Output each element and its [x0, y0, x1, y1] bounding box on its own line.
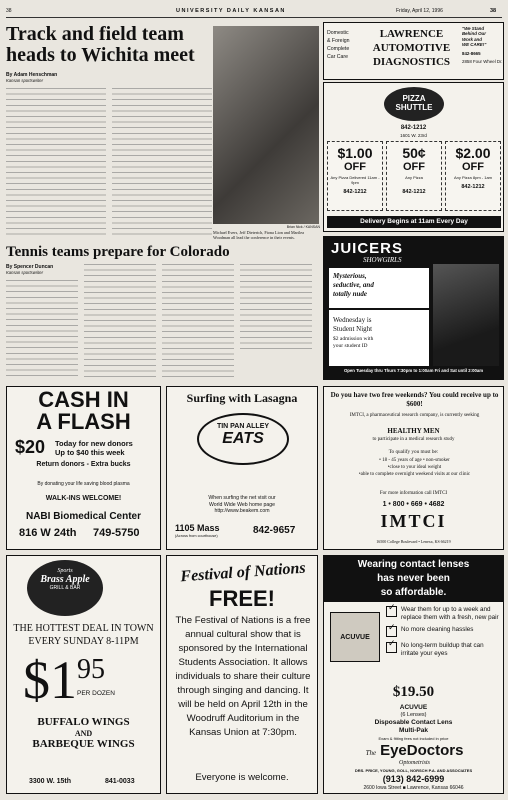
- ad-juicers: [323, 236, 504, 380]
- eye-bullet-text: No long-term buildup that can irritate your eyes: [401, 642, 484, 657]
- coupon-price: $2.00: [455, 145, 491, 161]
- article-body-column: [84, 262, 156, 380]
- auto-slogan-line: Behind Our: [462, 31, 486, 37]
- eye-bullet: [386, 606, 500, 621]
- ad-pizza-shuttle: [323, 82, 504, 232]
- ad-sports-brass-apple: [6, 555, 161, 794]
- pizza-coupon[interactable]: [386, 141, 442, 211]
- issue-date: Friday, April 12, 1996: [396, 8, 443, 14]
- pizza-logo-line: PIZZA: [402, 94, 426, 103]
- auto-slogan-line: WE CARE!": [462, 42, 487, 48]
- lasagna-phone: 842-9657: [253, 525, 296, 536]
- brass-apple-logo-line: Sports: [57, 568, 73, 574]
- article-tennis-headline: Tennis teams prepare for Colorado: [6, 244, 230, 260]
- coupon-unit: OFF: [344, 161, 366, 173]
- pizza-logo-line: SHUTTLE: [395, 103, 433, 112]
- eye-headline-line: has never been: [377, 573, 450, 584]
- eye-price: $19.50: [392, 684, 435, 700]
- juicers-tagline-line: seductive, and: [333, 281, 374, 289]
- pizza-shuttle-logo: [384, 87, 444, 121]
- coupon-price: $1.00: [337, 145, 373, 161]
- lasagna-url[interactable]: http://www.beakem.com: [214, 508, 270, 514]
- track-team-photo: [213, 26, 319, 224]
- coupon-desc: Any Pizza 8pm - 1am: [453, 175, 492, 180]
- pizza-delivery-banner: Delivery Begins at 11am Every Day: [327, 216, 501, 228]
- juicers-dancer-image: [433, 264, 499, 366]
- festival-free: FREE!: [209, 586, 275, 611]
- article-byline: By Spencer Duncan: [6, 264, 54, 270]
- juicers-tagline-line: totally nude: [333, 290, 368, 298]
- lasagna-logo-line: EATS: [222, 430, 264, 447]
- sports-item-line: AND: [74, 729, 93, 738]
- article-byline: By Adam Henschman: [6, 72, 58, 78]
- article-body-column: [112, 86, 212, 236]
- article-byline-role: Kansan sportswriter: [6, 78, 44, 83]
- coupon-phone: 842-1212: [461, 184, 485, 190]
- article-byline-role: Kansan sportswriter: [6, 270, 44, 275]
- eye-product-line: Multi-Pak: [399, 726, 428, 734]
- cash-offer-line: Today for new donors: [55, 439, 133, 448]
- sports-headline-line: EVERY SUNDAY 8-11PM: [28, 636, 139, 647]
- sports-item-line: BARBEQUE WINGS: [32, 738, 135, 750]
- imtci-purpose: to participate in a medical research study: [372, 437, 455, 442]
- auto-name-line: LAWRENCE: [379, 28, 444, 40]
- imtci-question: Do you have two free weekends? You could receive up to $600!: [330, 391, 499, 408]
- cash-phone: 749-5750: [93, 527, 140, 539]
- article-body-column: [6, 86, 106, 236]
- imtci-seeking: HEALTHY MEN: [387, 427, 440, 435]
- eye-bullet-text: No more cleaning hassles: [401, 626, 474, 633]
- acuvue-box-image: ACUVUE: [330, 612, 380, 662]
- cash-donate-line: By donating your life saving blood plasma: [37, 481, 130, 487]
- eye-product: ACUVUE: [399, 704, 428, 711]
- eye-bullet: [386, 626, 500, 637]
- article-body-column: [6, 278, 78, 380]
- festival-body: The Festival of Nations is a free annual cultural show that is sponsored by the International Students Association. It allows individuals to share their culture through singing and dancing. It will be held on April 12th in the Woodruff Auditorium in the Kansas Union at 7:30pm.: [175, 615, 311, 738]
- auto-name-line: AUTOMOTIVE: [372, 42, 451, 54]
- sports-address: 3300 W. 15th: [29, 778, 72, 785]
- sports-headline-line: THE HOTTEST DEAL IN TOWN: [13, 623, 154, 634]
- auto-line: Domestic: [327, 30, 349, 36]
- ad-eyedoctors: [323, 555, 504, 794]
- ad-tin-pan-alley: [166, 386, 318, 550]
- pizza-phone: 842-1212: [400, 125, 427, 131]
- imtci-phone: 1 • 800 • 669 • 4682: [382, 501, 445, 508]
- sports-price-dollar: $1: [23, 650, 77, 710]
- auto-name-line: DIAGNOSTICS: [372, 56, 451, 68]
- article-headline: Track and field team heads to Wichita meet: [6, 23, 195, 66]
- eye-bullet: [386, 642, 500, 657]
- imtci-info: For more information call IMTCI: [379, 491, 448, 496]
- imtci-address: 16500 College Boulevard • Lenexa, KS 66219: [376, 539, 451, 544]
- auto-slogan-line: "We Stand: [462, 26, 485, 31]
- cash-walkins: WALK-INS WELCOME!: [45, 495, 122, 502]
- article-body-column: [162, 262, 234, 380]
- juicers-student-night: [329, 310, 429, 366]
- auto-address: 2858 Four Wheel Dr.: [462, 59, 503, 65]
- eye-headline-line: Wearing contact lenses: [357, 559, 470, 570]
- juicers-night-line: Wednesday is: [333, 316, 372, 324]
- sports-price-cents: 95: [77, 654, 105, 685]
- juicers-tagline-line: Mysterious,: [333, 272, 367, 280]
- juicers-subtitle: SHOWGIRLS: [363, 256, 402, 264]
- juicers-admission-line: $2 admission with: [333, 336, 374, 342]
- eye-logo-the: The: [365, 749, 377, 757]
- auto-phone: 842-8665: [462, 50, 481, 56]
- brass-apple-logo-line: GRILL & BAR: [49, 585, 81, 591]
- imtci-criterion: • 18 - 45 years of age • non-smoker: [379, 458, 450, 463]
- festival-closing: Everyone is welcome.: [195, 772, 289, 783]
- check-icon: [386, 642, 397, 653]
- eyedoctors-logo: [334, 742, 495, 766]
- coupon-phone: 842-1212: [402, 189, 426, 195]
- page-number-right: 38: [490, 8, 497, 14]
- coupon-phone: 842-1212: [343, 189, 367, 195]
- ad-lawrence-automotive: [323, 22, 504, 80]
- eye-phone: (913) 842-6999: [382, 774, 445, 784]
- cash-amount: $20: [15, 437, 46, 457]
- cash-headline-line: CASH IN: [38, 387, 129, 412]
- eye-headline-line: so affordable.: [380, 587, 447, 598]
- eye-address: 2600 Iowa Street ■ Lawrence, Kansas 66046: [363, 785, 464, 791]
- paper-name: UNIVERSITY DAILY KANSAN: [176, 8, 286, 14]
- coupon-unit: OFF: [403, 161, 425, 173]
- pizza-coupon[interactable]: [327, 141, 383, 211]
- imtci-intro: IMTCI, a pharmaceutical research company, is currently seeking: [349, 413, 480, 418]
- juicers-hours: Open Tuesday thru Thurs 7:30pm to 1:00am Fri and Sat until 2:00am: [343, 368, 484, 373]
- sports-item-line: BUFFALO WINGS: [37, 716, 130, 728]
- eye-logo-sub: Optometrists: [398, 760, 430, 766]
- cash-headline-line: A FLASH: [36, 409, 131, 434]
- juicers-title: JUICERS: [331, 240, 404, 257]
- ad-nabi-plasma: [6, 386, 161, 550]
- check-icon: [386, 626, 397, 637]
- auto-slogan-line: Work and: [462, 36, 482, 42]
- cash-address: 816 W 24th: [19, 527, 77, 539]
- auto-line: Complete: [327, 46, 350, 52]
- sports-per-dozen: PER DOZEN: [77, 690, 115, 697]
- check-icon: [386, 606, 397, 617]
- photo-credit: Brian Nick / KANSAN: [286, 225, 320, 229]
- eye-logo-name: EyeDoctors: [380, 742, 464, 759]
- lasagna-title: Surfing with Lasagna: [186, 391, 298, 405]
- juicers-night-line: Student Night: [333, 325, 373, 333]
- coupon-desc: Any Pizza: [405, 175, 423, 180]
- auto-line: & Foreign: [327, 38, 350, 44]
- eye-lenses: (6 Lenses): [400, 711, 427, 718]
- coupon-unit: OFF: [462, 161, 484, 173]
- imtci-criterion: •close to your ideal weight: [387, 465, 442, 470]
- page-header: [6, 6, 502, 18]
- juicers-tagline: [329, 268, 429, 308]
- pizza-coupon[interactable]: [445, 141, 501, 211]
- lasagna-address-note: (Across from courthouse): [175, 534, 218, 538]
- cash-offer-line: Up to $40 this week: [55, 448, 125, 457]
- imtci-logo: IMTCI: [380, 511, 447, 531]
- festival-title: Festival of Nations: [179, 559, 307, 586]
- cash-return-line: Return donors - Extra bucks: [36, 461, 131, 468]
- article-body-column: [240, 262, 312, 352]
- cash-center-name: NABI Biomedical Center: [25, 511, 142, 522]
- coupon-price: 50¢: [402, 145, 426, 161]
- lasagna-web-line: World Wide Web home page: [208, 501, 276, 508]
- lasagna-address: 1105 Mass: [175, 523, 220, 533]
- juicers-admission-line: your student ID: [333, 343, 368, 349]
- ad-imtci: [323, 386, 504, 550]
- imtci-criterion: •able to complete overnight weekend visits at our clinic: [358, 472, 471, 477]
- brass-apple-logo: [27, 560, 103, 616]
- eye-fine-print: Exam & fitting fees not included in price: [378, 736, 449, 741]
- pizza-address: 1601 W. 23rd: [400, 133, 427, 138]
- tin-pan-alley-logo: [197, 413, 289, 465]
- eye-doctors: DRS. PRICE, YOUNG, GOLL, NORSCH P.A. AND ASSOCIATES: [354, 768, 473, 773]
- sports-phone: 841-0033: [105, 778, 135, 785]
- pizza-coupons: [327, 141, 501, 211]
- photo-caption: Michael Evers, Jeff Dieterich, Fiona Lion and Marilea Woodman all lead the conference in their events.: [213, 230, 304, 240]
- eye-product-line: Disposable Contact Lens: [374, 719, 453, 726]
- page-number: 38: [6, 8, 12, 14]
- auto-line: Car Care: [327, 54, 349, 60]
- lasagna-web-line: When surfing the net visit our: [208, 495, 276, 501]
- coupon-desc: Any Pizza Delivered 11am - 9pm: [330, 175, 380, 185]
- lasagna-logo-line: TIN PAN ALLEY: [216, 423, 270, 430]
- brass-apple-logo-line: Brass Apple: [40, 574, 90, 585]
- eye-bullet-text: Wear them for up to a week and replace them with a fresh, new pair: [401, 606, 499, 621]
- imtci-qualify: To qualify you must be:: [388, 449, 439, 455]
- ad-festival-of-nations: [166, 555, 318, 794]
